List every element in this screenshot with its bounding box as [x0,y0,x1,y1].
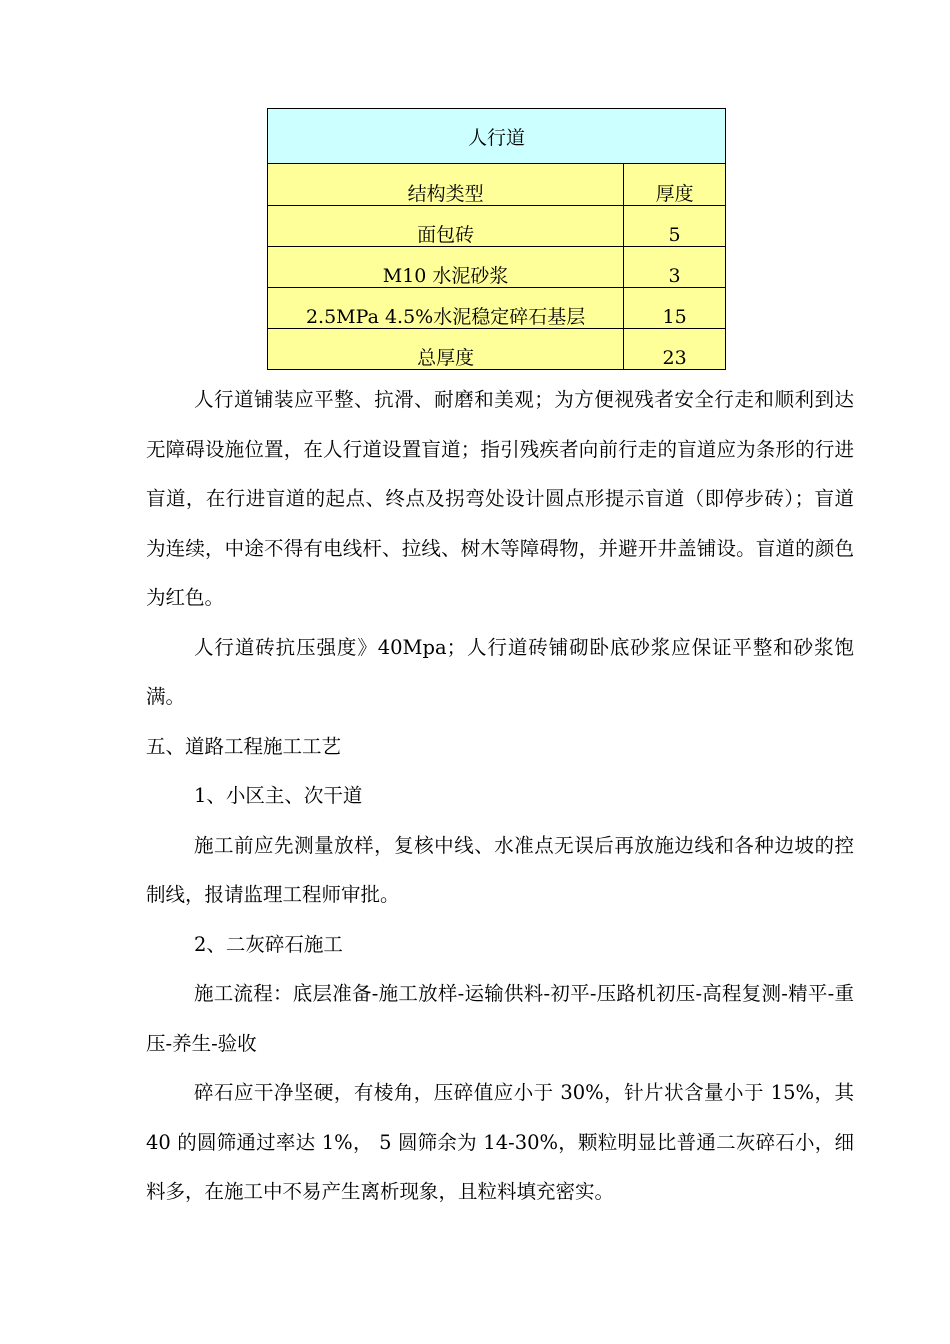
header-structure-type: 结构类型 [268,164,624,206]
cell-thickness: 15 [624,288,726,329]
paragraph-construction-process: 施工流程：底层准备-施工放样-运输供料-初平-压路机初压-高程复测-精平-重压-养生-验收 [146,982,854,1055]
table-title: 人行道 [268,109,726,164]
table-header-row [268,164,726,206]
cell-structure-type: M10 水泥砂浆 [268,247,624,288]
cell-structure-type: 面包砖 [268,206,624,247]
paragraph-surveying: 施工前应先测量放样，复核中线、水准点无误后再放施边线和各种边坡的控制线，报请监理工程师审批。 [146,833,854,906]
table-row-total [268,329,726,370]
subheading-main-roads: 1、小区主、次干道 [194,784,363,807]
cell-thickness: 3 [624,247,726,288]
paragraph-gravel-requirements: 碎石应干净坚硬，有棱角，压碎值应小于 30%，针片状含量小于 15%，其 40 的圆筛通过率达 1%， 5 圆筛余为 14-30%，颗粒明显比普通二灰碎石小，细料多，在施工中不易产生离析现象，且粒料填充密实。 [146,1081,854,1203]
section-heading-road-construction: 五、道路工程施工工艺 [146,734,342,758]
cell-total-value: 23 [624,329,726,370]
cell-structure-type: 2.5MPa 4.5%水泥稳定碎石基层 [268,288,624,329]
sidewalk-structure-table [267,108,726,370]
table-title-row [268,109,726,164]
table-row [268,288,726,329]
paragraph-sidewalk-paving: 人行道铺装应平整、抗滑、耐磨和美观；为方便视残者安全行走和顺利到达无障碍设施位置，在人行道设置盲道；指引残疾者向前行走的盲道应为条形的行进盲道，在行进盲道的起点、终点及拐弯处设计圆点形提示盲道（即停步砖）；盲道为连续，中途不得有电线杆、拉线、树木等障碍物，并避开井盖铺设。盲道的颜色为红色。 [146,388,854,609]
paragraph-sidewalk-brick-strength: 人行道砖抗压强度》40Mpa；人行道砖铺砌卧底砂浆应保证平整和砂浆饱满。 [146,635,854,708]
table-row [268,206,726,247]
table-row [268,247,726,288]
cell-thickness: 5 [624,206,726,247]
subheading-lime-gravel: 2、二灰碎石施工 [194,932,343,956]
document-body [146,375,854,1217]
cell-total-label: 总厚度 [268,329,624,370]
header-thickness: 厚度 [624,164,726,206]
